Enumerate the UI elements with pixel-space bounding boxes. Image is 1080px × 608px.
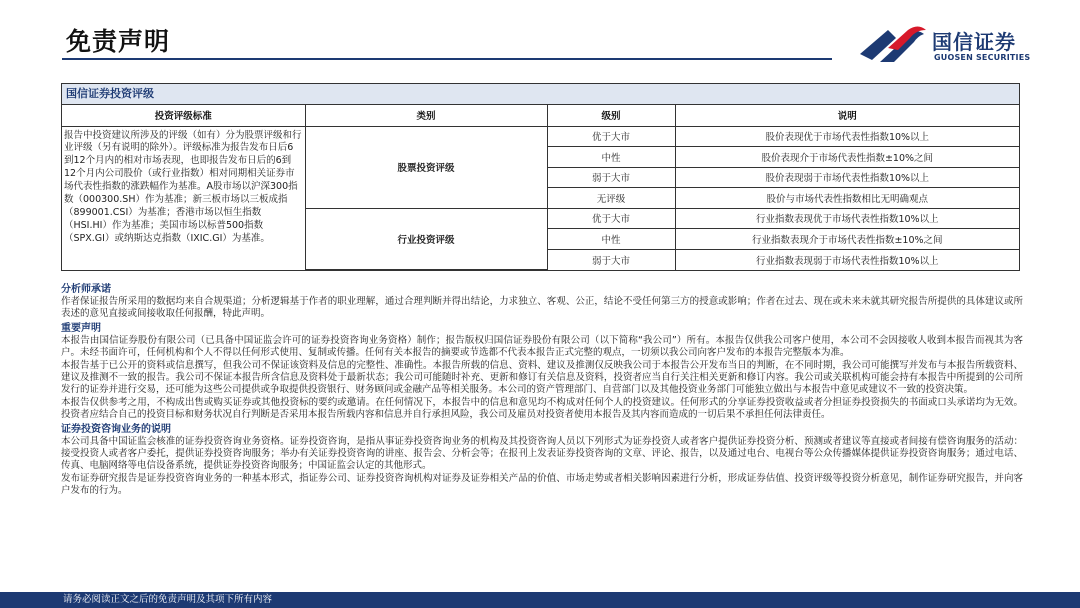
level-cell: 弱于大市 bbox=[547, 167, 675, 188]
level-cell: 优于大市 bbox=[547, 126, 675, 147]
title-divider bbox=[62, 58, 832, 60]
rating-standard-text: 报告中投资建议所涉及的评级（如有）分为股票评级和行业评级（另有说明的除外）。评级标准为报告发布日后6到12个月内的相对市场表现，也即报告发布日后的6到12个月内公司股价（或行业指数）相对同期相关证券市场代表性指数的涨跌幅作为基准。A股市场以沪深300指数（000300.SH）作为基准；新三板市场以三板成指（899001.CSI）为基准；香港市场以恒生指数（HSI.HI）作为基准；美国市场以标普500指数（SPX.GI）或纳斯达克指数（IXIC.GI）为基准。 bbox=[62, 126, 305, 270]
consulting-paragraph: 发布证券研究报告是证券投资咨询业务的一种基本形式，指证券公司、证券投资咨询机构对证券及证券相关产品的价值、市场走势或者相关影响因素进行分析，形成证券估值、投资评级等投资分析意见，制作证券研究报告，并向客户发布的行为。 bbox=[61, 472, 1023, 497]
description-cell: 行业指数表现介于市场代表性指数±10%之间 bbox=[675, 229, 1019, 250]
level-cell: 无评级 bbox=[547, 188, 675, 209]
page-title: 免责声明 bbox=[66, 27, 171, 56]
logo-name-cn: 国信证券 bbox=[932, 30, 1016, 54]
description-cell: 股价表现介于市场代表性指数±10%之间 bbox=[675, 147, 1019, 168]
section-title-important: 重要声明 bbox=[61, 322, 101, 334]
disclaimer-body bbox=[61, 282, 1023, 498]
description-cell: 股价表现优于市场代表性指数10%以上 bbox=[675, 126, 1019, 147]
rating-table-box bbox=[61, 83, 1020, 271]
consulting-paragraph: 本公司具备中国证监会核准的证券投资咨询业务资格。证券投资咨询，是指从事证券投资咨询业务的机构及其投资咨询人员以下列形式为证券投资人或者客户提供证券投资分析、预测或者建议等直接或者间接有偿咨询服务的活动：接受投资人或者客户委托，提供证券投资咨询服务；举办有关证券投资咨询的讲座、报告会、分析会等；在报刊上发表证券投资咨询的文章、评论、报告，以及通过电台、电视台等公众传播媒体提供证券投资咨询服务；通过电话、传真、电脑网络等电信设备系统，提供证券投资咨询服务；中国证监会认定的其他形式。 bbox=[61, 435, 1023, 472]
company-logo bbox=[858, 24, 1038, 68]
description-cell: 行业指数表现优于市场代表性指数10%以上 bbox=[675, 208, 1019, 229]
footer-bar bbox=[0, 592, 1080, 608]
level-cell: 优于大市 bbox=[547, 208, 675, 229]
rating-table bbox=[62, 105, 1019, 270]
analyst-paragraph: 作者保证报告所采用的数据均来自合规渠道；分析逻辑基于作者的职业理解，通过合理判断并得出结论，力求独立、客观、公正，结论不受任何第三方的授意或影响；作者在过去、现在或未来未就其研究报告所提供的具体建议或所表述的意见直接或间接收取任何报酬，特此声明。 bbox=[61, 296, 1023, 320]
level-cell: 中性 bbox=[547, 229, 675, 250]
category-industry-rating: 行业投资评级 bbox=[305, 208, 547, 270]
category-stock-rating: 股票投资评级 bbox=[305, 126, 547, 208]
footer-text: 请务必阅读正文之后的免责声明及其项下所有内容 bbox=[63, 594, 273, 605]
header-level: 级别 bbox=[547, 105, 675, 126]
description-cell: 股价与市场代表性指数相比无明确观点 bbox=[675, 188, 1019, 209]
table-row bbox=[62, 126, 1019, 147]
rating-table-title: 国信证券投资评级 bbox=[62, 84, 1019, 105]
table-header-row bbox=[62, 105, 1019, 126]
section-title-analyst: 分析师承诺 bbox=[61, 284, 111, 295]
important-paragraph: 本报告由国信证券股份有限公司（已具备中国证监会许可的证券投资咨询业务资格）制作；报告版权归国信证券股份有限公司（以下简称“我公司”）所有。本报告仅供我公司客户使用，本公司不会因接收人收到本报告而视其为客户。未经书面许可，任何机构和个人不得以任何形式使用、复制或传播。任何有关本报告的摘要或节选都不代表本报告正式完整的观点，一切须以我公司向客户发布的本报告完整版本为准。 bbox=[61, 334, 1023, 359]
header-standard: 投资评级标准 bbox=[62, 105, 305, 126]
header-category: 类别 bbox=[305, 105, 547, 126]
header-description: 说明 bbox=[675, 105, 1019, 126]
guosen-logo-icon bbox=[858, 24, 928, 66]
description-cell: 行业指数表现弱于市场代表性指数10%以上 bbox=[755, 255, 939, 267]
level-cell: 中性 bbox=[547, 147, 675, 168]
important-paragraph: 本报告仅供参考之用，不构成出售或购买证券或其他投资标的要约或邀请。在任何情况下，本报告中的信息和意见均不构成对任何个人的投资建议。任何形式的分享证券投资收益或者分担证券投资损失的书面或口头承诺均为无效。投资者应结合自己的投资目标和财务状况自行判断是否采用本报告所载内容和信息并自行承担风险，我公司及雇员对投资者使用本报告及其内容而造成的一切后果不承担任何法律责任。 bbox=[61, 396, 1023, 421]
level-cell: 弱于大市 bbox=[547, 249, 675, 270]
logo-name-en: GUOSEN SECURITIES bbox=[934, 53, 1031, 62]
important-paragraph: 本报告基于已公开的资料或信息撰写，但我公司不保证该资料及信息的完整性、准确性。本报告所载的信息、资料、建议及推测仅反映我公司于本报告公开发布当日的判断，在不同时期，我公司可能撰写并发布与本报告所载资料、建议及推测不一致的报告。我公司不保证本报告所含信息及资料处于最新状态；我公司可能随时补充、更新和修订有关信息及资料，投资者应当自行关注相关更新和修订内容。我公司或关联机构可能会持有本报告中所提到的公司所发行的证券并进行交易，还可能为这些公司提供或争取提供投资银行、财务顾问或金融产品等相关服务。本公司的资产管理部门、自营部门以及其他投资业务部门可能独立做出与本报告中意见或建议不一致的投资决策。 bbox=[61, 359, 1023, 396]
description-cell: 股价表现弱于市场代表性指数10%以上 bbox=[675, 167, 1019, 188]
section-title-consulting: 证券投资咨询业务的说明 bbox=[61, 423, 171, 435]
